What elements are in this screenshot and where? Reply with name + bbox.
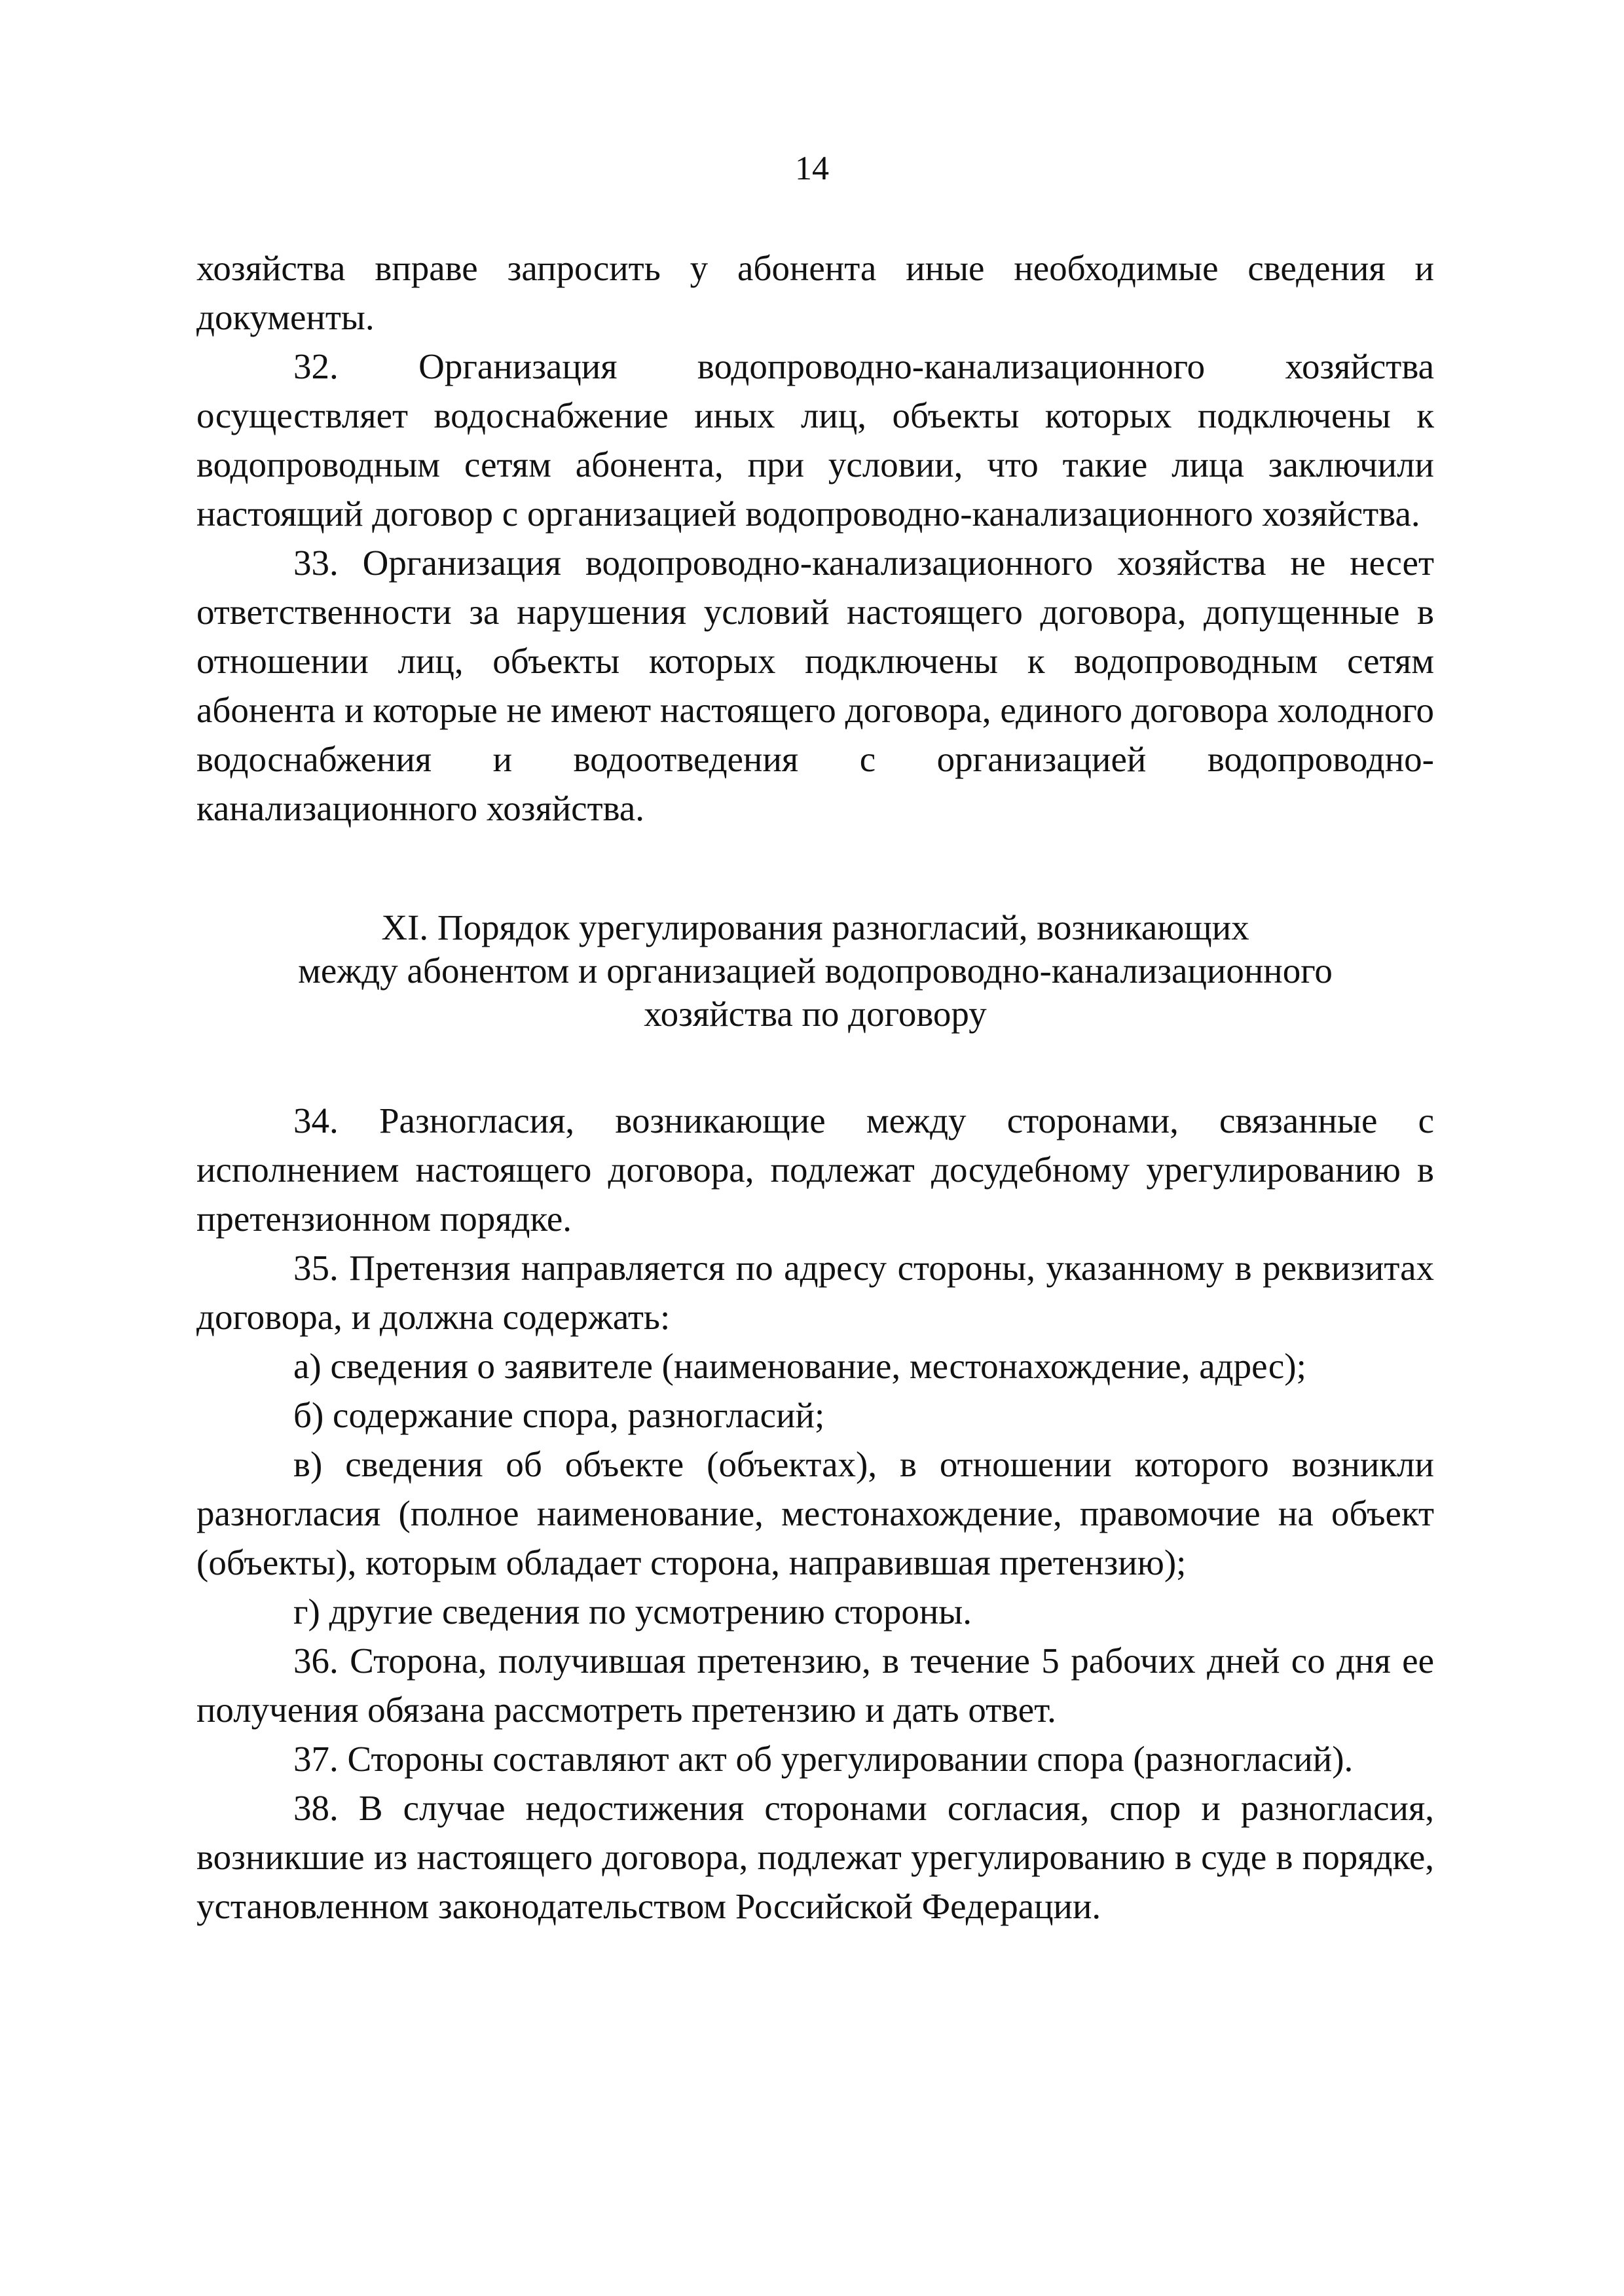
- paragraph-32: 32. Организация водопроводно-канализационного хозяйства осуществляет водоснабжение иных лиц, объекты которых подключены к водопроводным сетям абонента, при условии, что такие лица заключили настоящий договор с организацией водопроводно-канализационного хозяйства.: [196, 346, 1434, 534]
- heading-line-2: между абонентом и организацией водопроводно-канализационного: [298, 951, 1333, 991]
- paragraph-35-b: б) содержание спора, разногласий;: [293, 1395, 825, 1435]
- section-heading: [196, 906, 1434, 1036]
- paragraph-35-g: г) другие сведения по усмотрению стороны.: [293, 1592, 972, 1631]
- page-number: 14: [795, 150, 829, 187]
- paragraph-33: 33. Организация водопроводно-канализационного хозяйства не несет ответственности за нарушения условий настоящего договора, допущенные в отношении лиц, объекты которых подключены к водопроводным сетям абонента и которые не имеют настоящего договора, единого договора холодного водоснабжения и водоотведения с организацией водопроводно-канализационного хозяйства.: [196, 543, 1434, 828]
- document-body: [196, 244, 1434, 1931]
- heading-line-1: XI. Порядок урегулирования разногласий, возникающих: [381, 907, 1249, 947]
- paragraph-35: 35. Претензия направляется по адресу стороны, указанному в реквизитах договора, и должна содержать:: [196, 1248, 1434, 1337]
- paragraph-35-a: а) сведения о заявителе (наименование, местонахождение, адрес);: [293, 1346, 1306, 1386]
- heading-line-3: хозяйства по договору: [644, 994, 987, 1034]
- paragraph-continuation: хозяйства вправе запросить у абонента иные необходимые сведения и документы.: [196, 248, 1434, 337]
- paragraph-37: 37. Стороны составляют акт об урегулировании спора (разногласий).: [293, 1739, 1354, 1779]
- paragraph-34: 34. Разногласия, возникающие между сторонами, связанные с исполнением настоящего договора, подлежат досудебному урегулированию в претензионном порядке.: [196, 1101, 1434, 1239]
- paragraph-38: 38. В случае недостижения сторонами согласия, спор и разногласия, возникшие из настоящего договора, подлежат урегулированию в суде в порядке, установленном законодательством Российской Федерации.: [196, 1788, 1434, 1926]
- paragraph-35-v: в) сведения об объекте (объектах), в отношении которого возникли разногласия (полное наименование, местонахождение, правомочие на объект (объекты), которым обладает сторона, направившая претензию);: [196, 1444, 1434, 1582]
- paragraph-36: 36. Сторона, получившая претензию, в течение 5 рабочих дней со дня ее получения обязана рассмотреть претензию и дать ответ.: [196, 1641, 1434, 1730]
